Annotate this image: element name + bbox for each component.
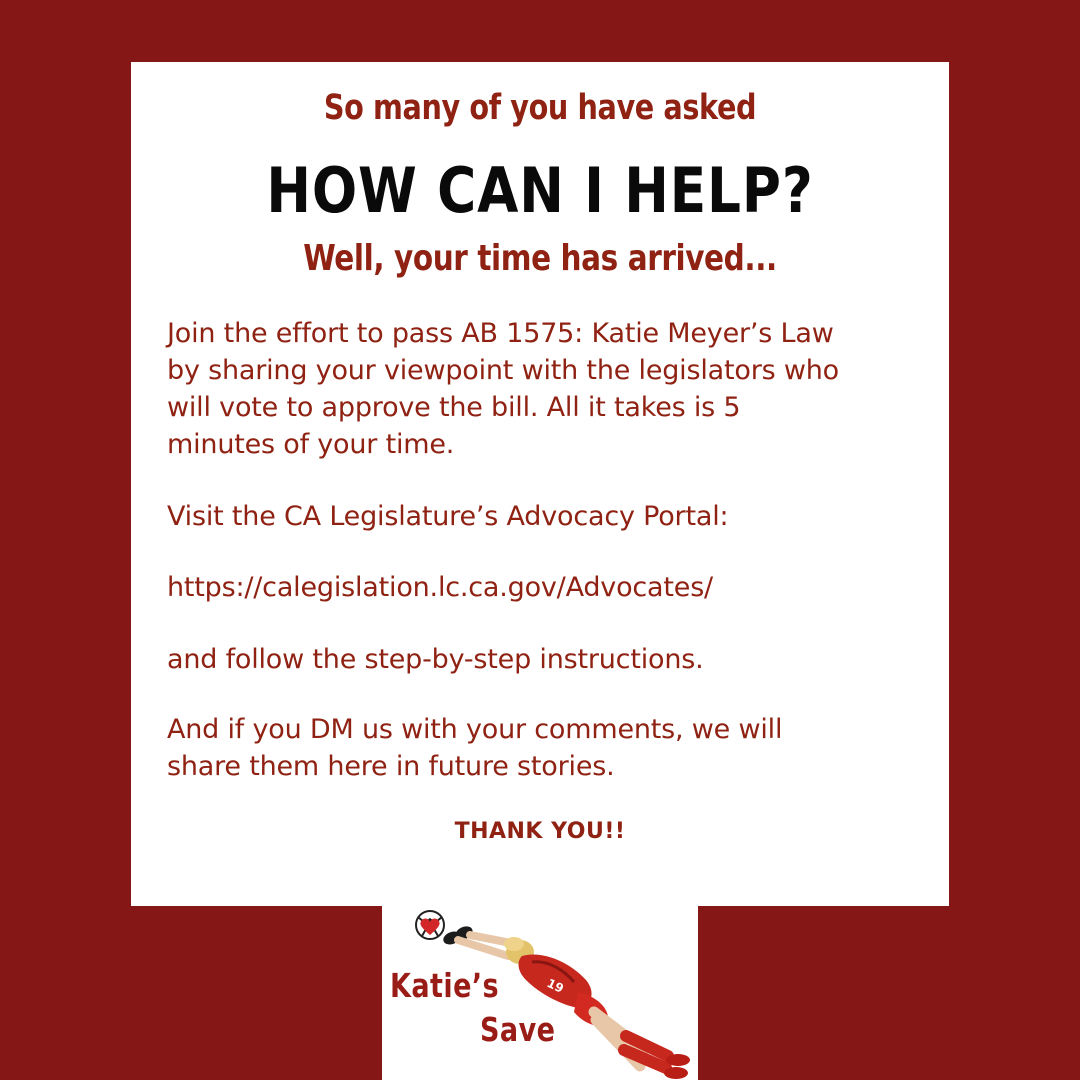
paragraph-join-effort: Join the effort to pass AB 1575: Katie Meyer’s Law by sharing your viewpoint with the legislators who will vote to approve the bill. All it takes is 5 minutes of your time. [167, 318, 839, 460]
message-card [131, 62, 949, 906]
headline-sub: Well, your time has arrived... [303, 238, 777, 279]
headline-main: HOW CAN I HELP? [266, 154, 814, 227]
paragraph-dm-us: And if you DM us with your comments, we will share them here in future stories. [167, 714, 783, 782]
logo-tab [382, 900, 698, 1080]
logo-text-katies: Katie’s [390, 966, 500, 1005]
paragraph-follow-steps: and follow the step-by-step instructions. [167, 644, 704, 675]
headline-top: So many of you have asked [323, 88, 757, 128]
thank-you-text: THANK YOU!! [454, 819, 626, 844]
paragraph-visit-portal: Visit the CA Legislature’s Advocacy Portal: [167, 501, 729, 532]
portal-url-link[interactable]: https://calegislation.lc.ca.gov/Advocates/ [167, 572, 713, 603]
svg-text:19: 19 [544, 976, 566, 996]
logo-text-save: Save [480, 1010, 556, 1049]
